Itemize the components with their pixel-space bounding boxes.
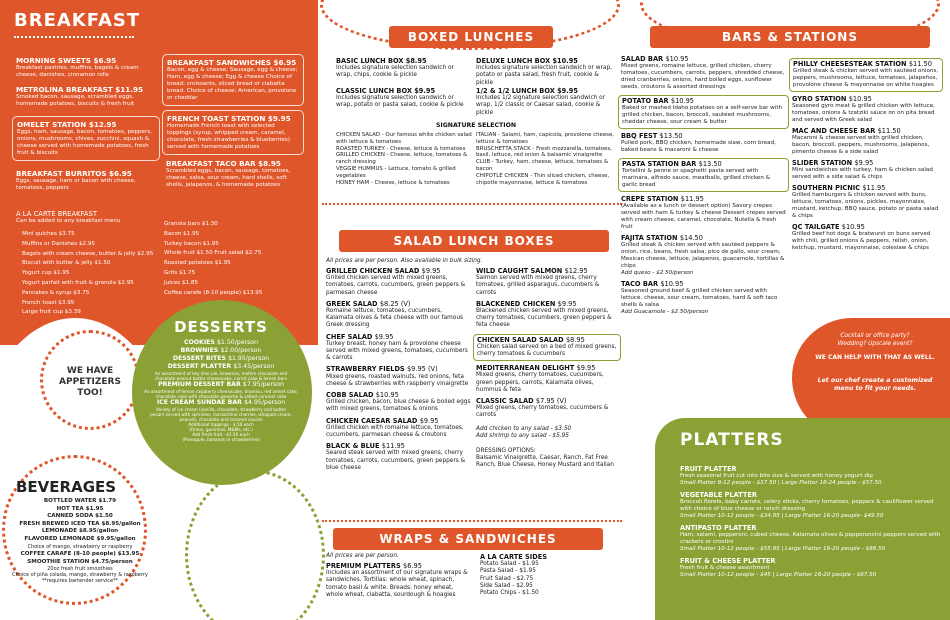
- title-underline: [14, 36, 134, 38]
- section-divider: [322, 520, 622, 522]
- boxed-lunches-header: BOXED LUNCHES: [389, 26, 553, 48]
- bar-item: SLIDER STATION $9.95 Mini sandwiches with turkey, ham & chicken salad served with a side salad & chips: [792, 159, 933, 180]
- bars-header: BARS & STATIONS: [650, 26, 930, 48]
- philly-box: PHILLY CHEESESTEAK STATION $11.50 Grilled steak & chicken served with sautéed onions, peppers, mushrooms, lettuce, tomatoes, jalapeños, provolone cheese & mayonnaise on white hoagies: [789, 58, 943, 92]
- breakfast-item: METROLINA BREAKFAST $11.95 Smoked bacon, sausage, scrambled eggs, homemade potatoes, biscuits & fresh fruit: [16, 85, 143, 107]
- breakfast-title: BREAKFAST: [14, 10, 141, 31]
- salad-header: SALAD LUNCH BOXES: [339, 230, 609, 252]
- bar-item: BBQ FEST $13.50 Pulled pork, BBQ chicken, homemade slaw, corn bread, baked beans & macaroni & cheese: [621, 132, 776, 153]
- bar-item: TACO BAR $10.95 Seasoned ground beef & grilled chicken served with lettuce, cheese, sour cream, tomatoes, hard & soft taco shells & salsa Add Guacamole - $2.50/person: [621, 280, 778, 315]
- salad-item: GREEK SALAD $8.25 (V) Romaine lettuce, tomatoes, cucumbers, Kalamata olives & feta cheese with our famous Greek dressing: [326, 299, 464, 329]
- alacarte-breakfast: [16, 210, 306, 316]
- breakfast-item: BREAKFAST BURRITOS $6.95 Eggs, sausage, ham or bacon with cheese, tomatoes, peppers: [16, 169, 136, 191]
- signature-right: ITALIAN - Salami, ham, capicola, provolone cheese, lettuce & tomatoes BRUSCHETTA STACK - Fresh mozzarella, tomatoes, basil, lettuce, red onion & balsamic vinaigrette CLUB - Turkey, ham, cheese, lettuce, tomatoes & bacon CHIPOTLE CHICKEN - Thin sliced chicken, cheese, chipotle mayonnaise, lettuce & tomatoes: [476, 132, 615, 186]
- salad-right: [476, 268, 618, 470]
- chicken-salad-box: CHICKEN SALAD SALAD $8.95 Chicken salad served on a bed of mixed greens, cherry tomatoes & cucumbers: [473, 334, 621, 362]
- platters-title: PLATTERS: [680, 430, 784, 450]
- beverages-title: BEVERAGES: [16, 478, 117, 496]
- platter-item: VEGETABLE PLATTER Broccoli florets, baby carrots, celery sticks, cherry tomatoes, peppers & cauliflower served with choice of blue cheese or ranch dressing Small Platter 10-12 people - $34.95 | Large Platter 16-20 people- $49.50: [680, 491, 934, 519]
- alacarte-list-left: Mini quiches $3.75 Muffins or Danishes $2.95 Bagels with cream cheese, butter & jelly $2.95 Biscuit with butter & jelly $1.50 Yogurt cup $1.95 Yogurt parfait with fruit & granola $2.95 Pancakes & syrup $3.75 French toast $3.95 Large fruit cup $3.39: [22, 231, 154, 316]
- wraps-header: WRAPS & SANDWICHES: [333, 528, 603, 550]
- bars-right: [792, 58, 940, 252]
- alacarte-title: A LA CARTE BREAKFAST: [16, 210, 97, 218]
- platter-item: FRUIT & CHEESE PLATTER Fresh fruit & cheese assortment Small Platter 10-12 people - $45 | Large Platter 16-20 people - $67.50: [680, 557, 877, 578]
- salad-item: BLACKENED CHICKEN $9.95 Blackened chicken served with mixed greens, cherry tomatoes, cucumbers, green peppers & feta cheese: [476, 299, 612, 329]
- pasta-station-box: PASTA STATION BAR $13.50 Tortellini & penne or spaghetti pasta served with marinara, alfredo sauce, meatballs, grilled chicken & garlic bread: [618, 158, 789, 192]
- salad-addon: Add chicken to any salad - $3.50: [476, 425, 572, 432]
- salad-note: All prices are per person. Also available in bulk sizing.: [326, 258, 483, 264]
- omelet-station-box: OMELET STATION $12.95 Eggs, ham, sausage, bacon, tomatoes, peppers, onions, mushrooms, chives, zucchini, squash & cheese served with homemade potatoes, fresh fruit & biscuits: [12, 116, 160, 161]
- desserts-block: DESSERTS COOKIES $1.50/person BROWNIES $2.00/person DESSERT BITES $1.95/person DESSERT PLATTER $3.45/person An assortment of key lime pie, brownies, molten chocolate and chocolate peanut butter cheesecake, carrot cake & lemon bars PREMIUM DESSERT BAR $7.95/person An assortment of lemon raspberry cheesecake, tiramisu, red velvet cake, chocolate cake with chocolate ganache & salted caramel cake ICE CREAM SUNDAE BAR $4.95/person Variety of ice cream (vanilla, chocolate, strawberry and butter pecan) served with sprinkles, maraschino cherries, whipped cream, peanuts, chocolate and caramel sauces Additional toppings - $.50 each (Oreos, gummies, M&Ms, etc.) Add fresh fruit - $1.50 each (Pineapple, bananas or strawberries): [140, 318, 302, 442]
- alacarte-sub: Can be added to any breakfast menu: [16, 218, 121, 224]
- boxed-item: CLASSIC LUNCH BOX $9.95 Includes signature selection sandwich or wrap, potato or pasta salad, cookie & pickle: [336, 87, 464, 109]
- section-divider: [322, 203, 622, 205]
- bar-item: SALAD BAR $10.95 Mixed greens, romaine lettuce, grilled chicken, cherry tomatoes, cucumbers, carrots, peppers, shredded cheese, dried cranberries, onions, hard boiled eggs, sunflower seeds, croutons & assorted dressings: [621, 55, 785, 90]
- breakfast-sandwiches-box: BREAKFAST SANDWICHES $6.95 Bacon, egg & cheese; Sausage, egg & cheese; Ham, egg & cheese; Egg & cheese Choice of bread: croissants, sliced bread or ciabatta bread. Choice of cheese: American, provolone or cheddar: [162, 54, 304, 106]
- platter-item: ANTIPASTO PLATTER Ham, salami, pepperoni, cubed cheese, Kalamata olives & pepperoncini peppers served with crackers or crostini Small Platter 10-12 people - $55.95 | Large Platter 16-20 people - $98.50: [680, 524, 941, 552]
- salad-item: CHEF SALAD $9.95 Turkey breast, honey ham & provolone cheese served with mixed greens, tomatoes, cucumbers & carrots: [326, 332, 468, 362]
- bar-item: FAJITA STATION $14.50 Grilled steak & chicken served with sautéed peppers & onion, rice, beans, fresh salsa, pico de gallo, sour cream, Mexican cheese, lettuce, jalapenos, guacamole, tortillas & chips Add queso - $2.50/person: [621, 234, 785, 276]
- appetizers-callout: WE HAVE APPETIZERS TOO!: [59, 366, 121, 398]
- signature-title: SIGNATURE SELECTION: [435, 122, 517, 129]
- platter-item: FRUIT PLATTER Fresh seasonal fruit cut into bite size & served with honey yogurt dip Small Platter 8-12 people - $37.50 | Large Platter 18-24 people - $57.50: [680, 465, 882, 486]
- salad-item: CHICKEN CAESAR SALAD $9.95 Grilled chicken with romaine lettuce, tomatoes, cucumbers, parmesan cheese & croutons: [326, 416, 464, 439]
- salad-addon: Add shrimp to any salad - $5.95: [476, 432, 569, 439]
- bar-item: CREPE STATION $11.95 (Available as a lunch or dessert option) Savory crepes served with ham & turkey & cheese Dessert crepes served with cream cheese, caramel, chocolate, Nutella & fresh fruit: [621, 195, 786, 230]
- potato-bar-box: POTATO BAR $10.95 Baked or mashed Idaho potatoes on a self-serve bar with grilled chicken, bacon, broccoli, sautéed mushrooms, cheddar cheese, sour cream & butter: [618, 95, 789, 129]
- alacarte-list-right: Granola bars $1.30 Bacon $1.95 Turkey bacon $1.95 Whole fruit $1.50 Fruit salad $2.75 Roasted potatoes $1.95 Grits $1.75 Juices $1.85 Coffee carafe (8-10 people) $13.95: [164, 221, 263, 296]
- dressing-title: DRESSING OPTIONS:: [476, 448, 536, 455]
- breakfast-items-right: [162, 54, 304, 189]
- salad-item: MEDITERRANEAN DELIGHT $9.95 Mixed greens, cherry tomatoes, cucumbers, green peppers, carrots, Kalamata olives, hummus & feta: [476, 364, 604, 393]
- salad-item: BLACK & BLUE $11.95 Seared steak served with mixed greens, cherry tomatoes, carrots, cucumbers, green peppers & blue cheese: [326, 442, 466, 471]
- salad-left: [326, 268, 471, 472]
- premium-platters: PREMIUM PLATTERS $6.95 Includes an assortment of our signature wraps & sandwiches. Tortillas: whole wheat, spinach, tomato basil & white. Breads: honey wheat, whole wheat, ciabatta, sourdough & hoagies: [326, 562, 468, 598]
- bar-item: QC TAILGATE $10.95 Grilled beef hot dogs & bratwurst on buns served with chili, grilled onions & peppers, relish, onion, ketchup, mustard, mayonnaise, coleslaw & chips: [792, 223, 931, 251]
- boxed-item: BASIC LUNCH BOX $8.95 Includes signature selection sandwich or wrap, chips, cookie & pickle: [336, 57, 454, 79]
- breakfast-item: BREAKFAST TACO BAR $8.95 Scrambled eggs, bacon, sausage, tomatoes, cheese, salsa, sour cream, hard shells, soft shells, jalapenos, & homemade potatoes: [166, 159, 291, 188]
- desserts-title: DESSERTS: [174, 318, 268, 336]
- alacarte-sides: A LA CARTE SIDES Potato Salad - $1.95 Pasta Salad - $1.95 Fruit Salad - $2.75 Side Salad - $2.95 Potato Chips - $1.50: [480, 553, 547, 597]
- french-toast-box: FRENCH TOAST STATION $9.95 Homemade French toast with selected toppings (syrup, whipped cream, caramel, chocolate, fresh strawberries & blueberries) served with homemade potatoes: [162, 110, 304, 155]
- salad-item: CLASSIC SALAD $7.95 (V) Mixed greens, cherry tomatoes, cucumbers & carrots: [476, 397, 609, 419]
- wraps-note: All prices are per person.: [326, 553, 399, 559]
- beverages-block: BEVERAGES BOTTLED WATER $1.79 HOT TEA $1.95 CANNED SODA $1.50 FRESH BREWED ICED TEA $8.95/gallon LEMONADE $8.95/gallon FLAVORED LEMONADE $9.95/gallon Choice of mango, strawberry or raspberry COFFEE CARAFE (8-10 people) $13.95 SMOOTHIE STATION $4.75/person 20oz fresh fruit smoothies Choice of piña colada, mango, strawberry & raspberry **requires bartender service**: [10, 478, 170, 584]
- breakfast-items-left: [16, 56, 156, 192]
- salad-item: STRAWBERRY FIELDS $9.95 (V) Mixed greens, roasted walnuts, red onions, feta cheese & strawberries with raspberry vinaigrette: [326, 365, 469, 387]
- boxed-item: 1/2 & 1/2 LUNCH BOX $9.95 Includes 1/2 signature selection sandwich or wrap, 1/2 classic or Caesar salad, cookie & pickle: [476, 87, 606, 116]
- platters-list: [680, 466, 942, 579]
- bar-item: SOUTHERN PICNIC $11.95 Grilled hamburgers & chicken served with buns, lettuce, tomatoes, onions, pickles, mayonnaise, mustard, ketchup, BBQ sauce, potato or pasta salad & chips: [792, 184, 939, 219]
- salad-item: WILD CAUGHT SALMON $12.95 Salmon served with mixed greens, cherry tomatoes, grilled asparagus, cucumbers & carrots: [476, 267, 600, 296]
- bar-item: MAC AND CHEESE BAR $11.50 Macaroni & cheese served with grilled chicken, bacon, broccoli, peppers, mushrooms, jalapenos, pimento cheese & a side salad: [792, 127, 930, 155]
- boxed-item: DELUXE LUNCH BOX $10.95 Includes signature selection sandwich or wrap, potato or pasta salad, fresh fruit, cookie & pickle: [476, 57, 612, 86]
- promo-text: Cocktail or office party? Wedding? Upscale event? WE CAN HELP WITH THAT AS WELL. Let our chef create a customized menu to fit your needs.: [815, 333, 935, 392]
- salad-item: COBB SALAD $10.95 Grilled chicken, bacon, blue cheese & boiled eggs with mixed greens, tomatoes & onions: [326, 391, 471, 413]
- bars-left: [621, 56, 786, 316]
- deco-circle: [185, 470, 325, 620]
- breakfast-item: MORNING SWEETS $6.95 Breakfast pastries, muffins, bagels & cream cheese, danishes, cinnamon rolls: [16, 56, 139, 78]
- signature-left: CHICKEN SALAD - Our famous white chicken salad with lettuce & tomatoes ROASTED TURKEY - Cheese, lettuce & tomatoes GRILLED CHICKEN - Cheese, lettuce, tomatoes & ranch dressing VEGGIE HUMMUS - Lettuce, tomato & grilled vegetables HONEY HAM - Cheese, lettuce & tomatoes: [336, 132, 472, 186]
- dressing-list: Balsamic Vinaigrette, Caesar, Ranch, Fat Free Ranch, Blue Cheese, Honey Mustard and Italian: [476, 455, 614, 469]
- salad-item: GRILLED CHICKEN SALAD $9.95 Grilled chicken served with mixed greens, tomatoes, carrots, cucumbers, green peppers & parmesan cheese: [326, 267, 466, 296]
- bar-item: GYRO STATION $10.95 Seasoned gyro meat & grilled chicken with lettuce, tomatoes, onions & tzatziki sauce on on pita bread and served with Greek salad: [792, 95, 935, 123]
